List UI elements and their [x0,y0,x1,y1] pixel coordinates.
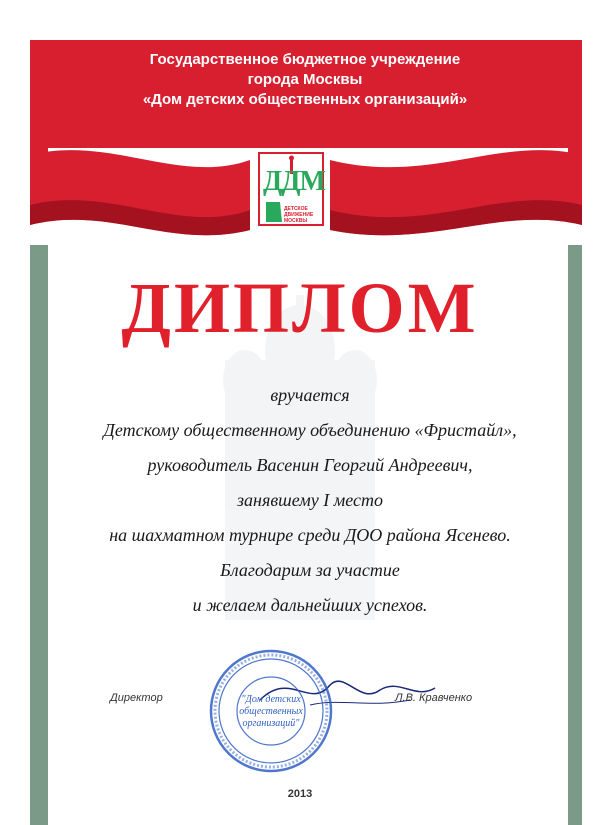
stamp-text-1: "Дом детских [241,694,301,705]
body-line-7: и желаем дальнейших успехов. [192,595,428,615]
body-line-4: занявшему I место [237,490,383,510]
header-line-2: города Москвы [247,71,363,88]
ddm-logo [258,152,324,226]
logo-caption-line-2: ДВИЖЕНИЕ [284,212,314,218]
round-stamp [208,648,334,774]
signature-role: Директор [110,692,163,704]
diploma-title: ДИПЛОМ [121,268,479,348]
logo-letters: ДДМ [263,166,325,197]
stamp-text-2: общественных [239,706,303,717]
body-line-2: Детскому общественному объединению «Фристайл», [103,420,517,440]
city-label: МОСКВА [273,742,339,758]
body-line-3: руководитель Васенин Георгий Андреевич, [147,455,473,475]
stamp-text-3: организаций" [242,718,300,729]
logo-caption-line-3: МОСКВЫ [284,218,308,224]
header-line-3: «Дом детских общественных организаций» [142,91,468,108]
institution-header [60,50,550,110]
body-line-5: на шахматном турнире среди ДОО района Ясенево. [109,525,511,545]
body-line-6: Благодарим за участие [220,560,400,580]
header-line-1: Государственное бюджетное учреждение [149,51,461,68]
logo-caption [284,206,313,224]
logo-caption-line-1: ДЕТСКОЕ [284,206,308,212]
signature-name: Л.В. Кравченко [395,692,473,704]
body-line-1: вручается [270,385,350,405]
year-label: 2013 [287,788,313,800]
